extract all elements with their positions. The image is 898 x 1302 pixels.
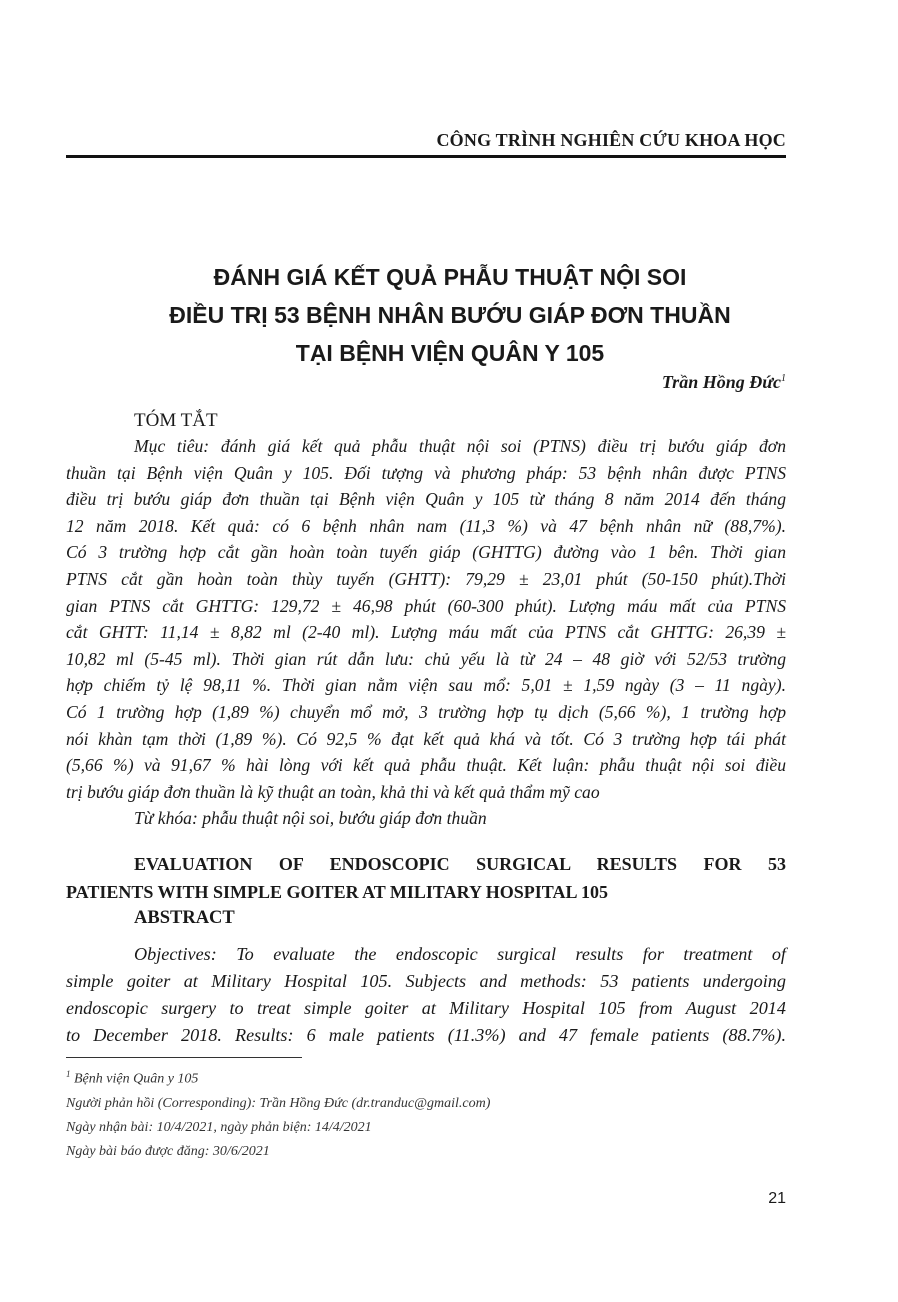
author-text: Trần Hồng Đức [661, 372, 781, 392]
footnote-affiliation [66, 1062, 490, 1092]
footnote-rule [66, 1057, 302, 1058]
summary-line: hợp chiếm tỷ lệ 98,11 %. Thời gian nằm viện sau mổ: 5,01 ± 1,59 ngày (3 – 11 ngày). [66, 675, 786, 696]
english-title-line: PATIENTS WITH SIMPLE GOITER AT MILITARY HOSPITAL 105 [66, 882, 608, 902]
page-number: 21 [768, 1190, 786, 1207]
summary-line: cắt GHTT: 11,14 ± 8,82 ml (2-40 ml). Lượng máu mất của PTNS cắt GHTTG: 26,39 ± [66, 622, 786, 643]
footnote-corresponding: Người phản hồi (Corresponding): Trần Hồng Đức (dr.tranduc@gmail.com) [66, 1095, 491, 1111]
summary-line: điều trị bướu giáp đơn thuần tại Bệnh viện Quân y 105 từ tháng 8 năm 2014 đến tháng [66, 489, 786, 510]
title-line: TẠI BỆNH VIỆN QUÂN Y 105 [295, 340, 605, 366]
english-title [66, 850, 786, 906]
running-header: CÔNG TRÌNH NGHIÊN CỨU KHOA HỌC [436, 130, 786, 150]
footnote-received: Ngày nhận bài: 10/4/2021, ngày phản biện: 14/4/2021 [66, 1119, 372, 1135]
summary-line: 10,82 ml (5-45 ml). Thời gian rút dẫn lưu: chủ yếu là từ 24 – 48 giờ với 52/53 trường [66, 648, 786, 669]
author-name [662, 372, 786, 393]
header-rule [66, 155, 786, 158]
abstract-line: to December 2018. Results: 6 male patients (11.3%) and 47 female patients (88.7%). [66, 1025, 786, 1045]
summary-line: Có 3 trường hợp cắt gần hoàn toàn tuyến giáp (GHTTG) đường vào 1 bên. Thời gian [66, 542, 786, 563]
abstract-line: endoscopic surgery to treat simple goiter at Military Hospital 105 from August 2014 [66, 998, 786, 1018]
summary-line: nói khàn tạm thời (1,89 %). Có 92,5 % đạt kết quả khá và tốt. Có 3 trường hợp tái phát [66, 728, 786, 749]
english-title-line: EVALUATION OF ENDOSCOPIC SURGICAL RESULTS FOR 53 [134, 854, 786, 874]
footnote-mark: 1 [66, 1069, 71, 1079]
footnotes [66, 1062, 490, 1164]
keywords: Từ khóa: phẫu thuật nội soi, bướu giáp đơn thuần [134, 808, 487, 829]
summary-line: PTNS cắt gần hoàn toàn thùy tuyến (GHTT): 79,29 ± 23,01 phút (50-150 phút).Thời [66, 568, 786, 589]
summary-line: 12 năm 2018. Kết quả: có 6 bệnh nhân nam (11,3 %) và 47 bệnh nhân nữ (88,7%). [66, 515, 786, 536]
footnote-published: Ngày bài báo được đăng: 30/6/2021 [66, 1143, 270, 1159]
author-affiliation-mark: 1 [781, 373, 786, 384]
footnote-affiliation-text: Bệnh viện Quân y 105 [74, 1071, 199, 1087]
title-line: ĐÁNH GIÁ KẾT QUẢ PHẪU THUẬT NỘI SOI [213, 264, 687, 290]
abstract-heading: ABSTRACT [134, 908, 235, 928]
abstract-line: Objectives: To evaluate the endoscopic surgical results for treatment of [134, 944, 786, 964]
summary-line: (5,66 %) và 91,67 % hài lòng với kết quả phẫu thuật. Kết luận: phẫu thuật nội soi điều [66, 755, 786, 776]
summary-body [66, 433, 786, 832]
abstract-line: simple goiter at Military Hospital 105. Subjects and methods: 53 patients undergoing [66, 971, 786, 991]
summary-line: Mục tiêu: đánh giá kết quả phẫu thuật nội soi (PTNS) điều trị bướu giáp đơn [134, 436, 786, 456]
summary-line: trị bướu giáp đơn thuần là kỹ thuật an toàn, khả thi và kết quả thẩm mỹ cao [66, 781, 600, 802]
title-line: ĐIỀU TRỊ 53 BỆNH NHÂN BƯỚU GIÁP ĐƠN THUẦN [169, 302, 731, 328]
article-title [60, 258, 840, 372]
summary-line: Có 1 trường hợp (1,89 %) chuyển mổ mở, 3 trường hợp tụ dịch (5,66 %), 1 trường hợp [66, 701, 786, 722]
summary-heading: TÓM TẮT [134, 410, 218, 431]
abstract-body [66, 941, 786, 1049]
summary-line: thuần tại Bệnh viện Quân y 105. Đối tượng và phương pháp: 53 bệnh nhân được PTNS [66, 462, 786, 483]
summary-line: gian PTNS cắt GHTTG: 129,72 ± 46,98 phút (60-300 phút). Lượng máu mất của PTNS [66, 595, 786, 616]
